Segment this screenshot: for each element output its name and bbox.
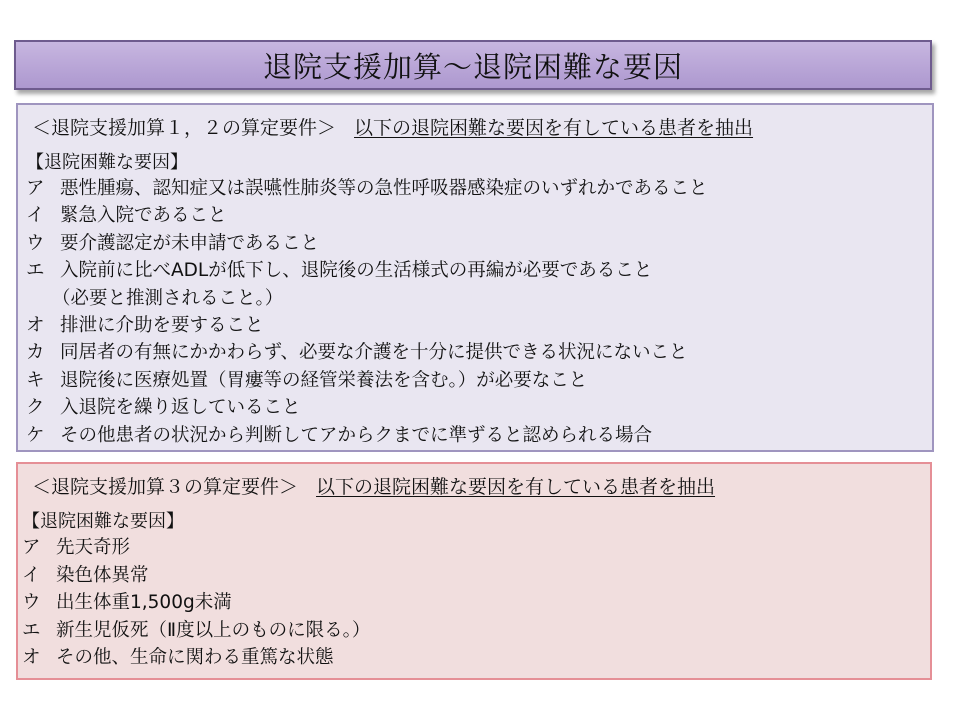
item-marker: キ — [26, 369, 45, 391]
list-item — [26, 202, 708, 229]
item-marker: イ — [22, 564, 41, 586]
list-item — [22, 644, 370, 672]
item-text: 退院後に医療処置（胃瘻等の経管栄養法を含む。）が必要なこと — [60, 369, 588, 391]
title-banner — [14, 40, 932, 90]
item-marker: ウ — [26, 232, 45, 254]
item-text: 排泄に介助を要すること — [60, 314, 264, 336]
list-item — [26, 257, 708, 284]
section-label: 【退院困難な要因】 — [22, 511, 184, 532]
item-text: 緊急入院であること — [60, 205, 227, 227]
factor-list — [26, 175, 708, 449]
list-item — [26, 312, 708, 339]
list-item — [26, 175, 708, 202]
item-text: 先天奇形 — [56, 537, 131, 558]
list-item — [26, 230, 708, 257]
item-marker: オ — [26, 314, 45, 336]
list-item — [26, 367, 708, 394]
item-text: 要介護認定が未申請であること — [60, 232, 320, 254]
panel-header — [32, 113, 753, 140]
panel-subheading: 以下の退院困難な要因を有している患者を抽出 — [316, 476, 716, 498]
item-text: 入退院を繰り返していること — [60, 397, 301, 419]
item-text: 出生体重1,500g未満 — [56, 592, 232, 614]
panel-heading: ＜退院支援加算１，２の算定要件＞ — [32, 117, 337, 139]
requirements-panel-3 — [16, 462, 932, 680]
list-item — [22, 589, 370, 617]
item-text: その他、生命に関わる重篤な状態 — [56, 647, 334, 669]
item-marker: エ — [26, 260, 45, 282]
list-item — [22, 562, 370, 590]
panel-subheading: 以下の退院困難な要因を有している患者を抽出 — [354, 117, 754, 139]
list-item-continuation — [26, 285, 708, 312]
panel-header — [32, 472, 715, 499]
page-title: 退院支援加算～退院困難な要因 — [262, 49, 683, 84]
item-marker: ア — [26, 178, 45, 199]
list-item — [22, 617, 370, 645]
item-marker: カ — [26, 342, 45, 364]
item-text: 新生児仮死（Ⅱ度以上のものに限る。） — [56, 619, 371, 641]
item-text: 同居者の有無にかかわらず、必要な介護を十分に提供できる状況にないこと — [60, 342, 688, 364]
requirements-panel-1-2 — [16, 103, 934, 452]
list-item — [22, 534, 370, 562]
item-text: （必要と推測されること。） — [52, 287, 284, 309]
item-text: 入院前に比べADLが低下し、退院後の生活様式の再編が必要であること — [60, 260, 653, 282]
item-text: 悪性腫瘍、認知症又は誤嚥性肺炎等の急性呼吸器感染症のいずれかであること — [60, 178, 708, 199]
item-marker: ク — [26, 397, 45, 419]
list-item — [26, 394, 708, 421]
item-marker: オ — [22, 647, 41, 669]
list-item — [26, 339, 708, 366]
item-marker: イ — [26, 205, 45, 227]
item-text: 染色体異常 — [56, 564, 149, 586]
factor-list — [22, 534, 370, 672]
item-text: その他患者の状況から判断してアからクまでに準ずると認められる場合 — [60, 424, 653, 446]
item-marker: ウ — [22, 592, 41, 614]
list-item — [26, 422, 708, 449]
item-marker: ア — [22, 537, 41, 558]
section-label: 【退院困難な要因】 — [26, 152, 188, 173]
item-marker: ケ — [26, 424, 45, 446]
item-marker: エ — [22, 619, 41, 641]
panel-heading: ＜退院支援加算３の算定要件＞ — [32, 476, 299, 498]
